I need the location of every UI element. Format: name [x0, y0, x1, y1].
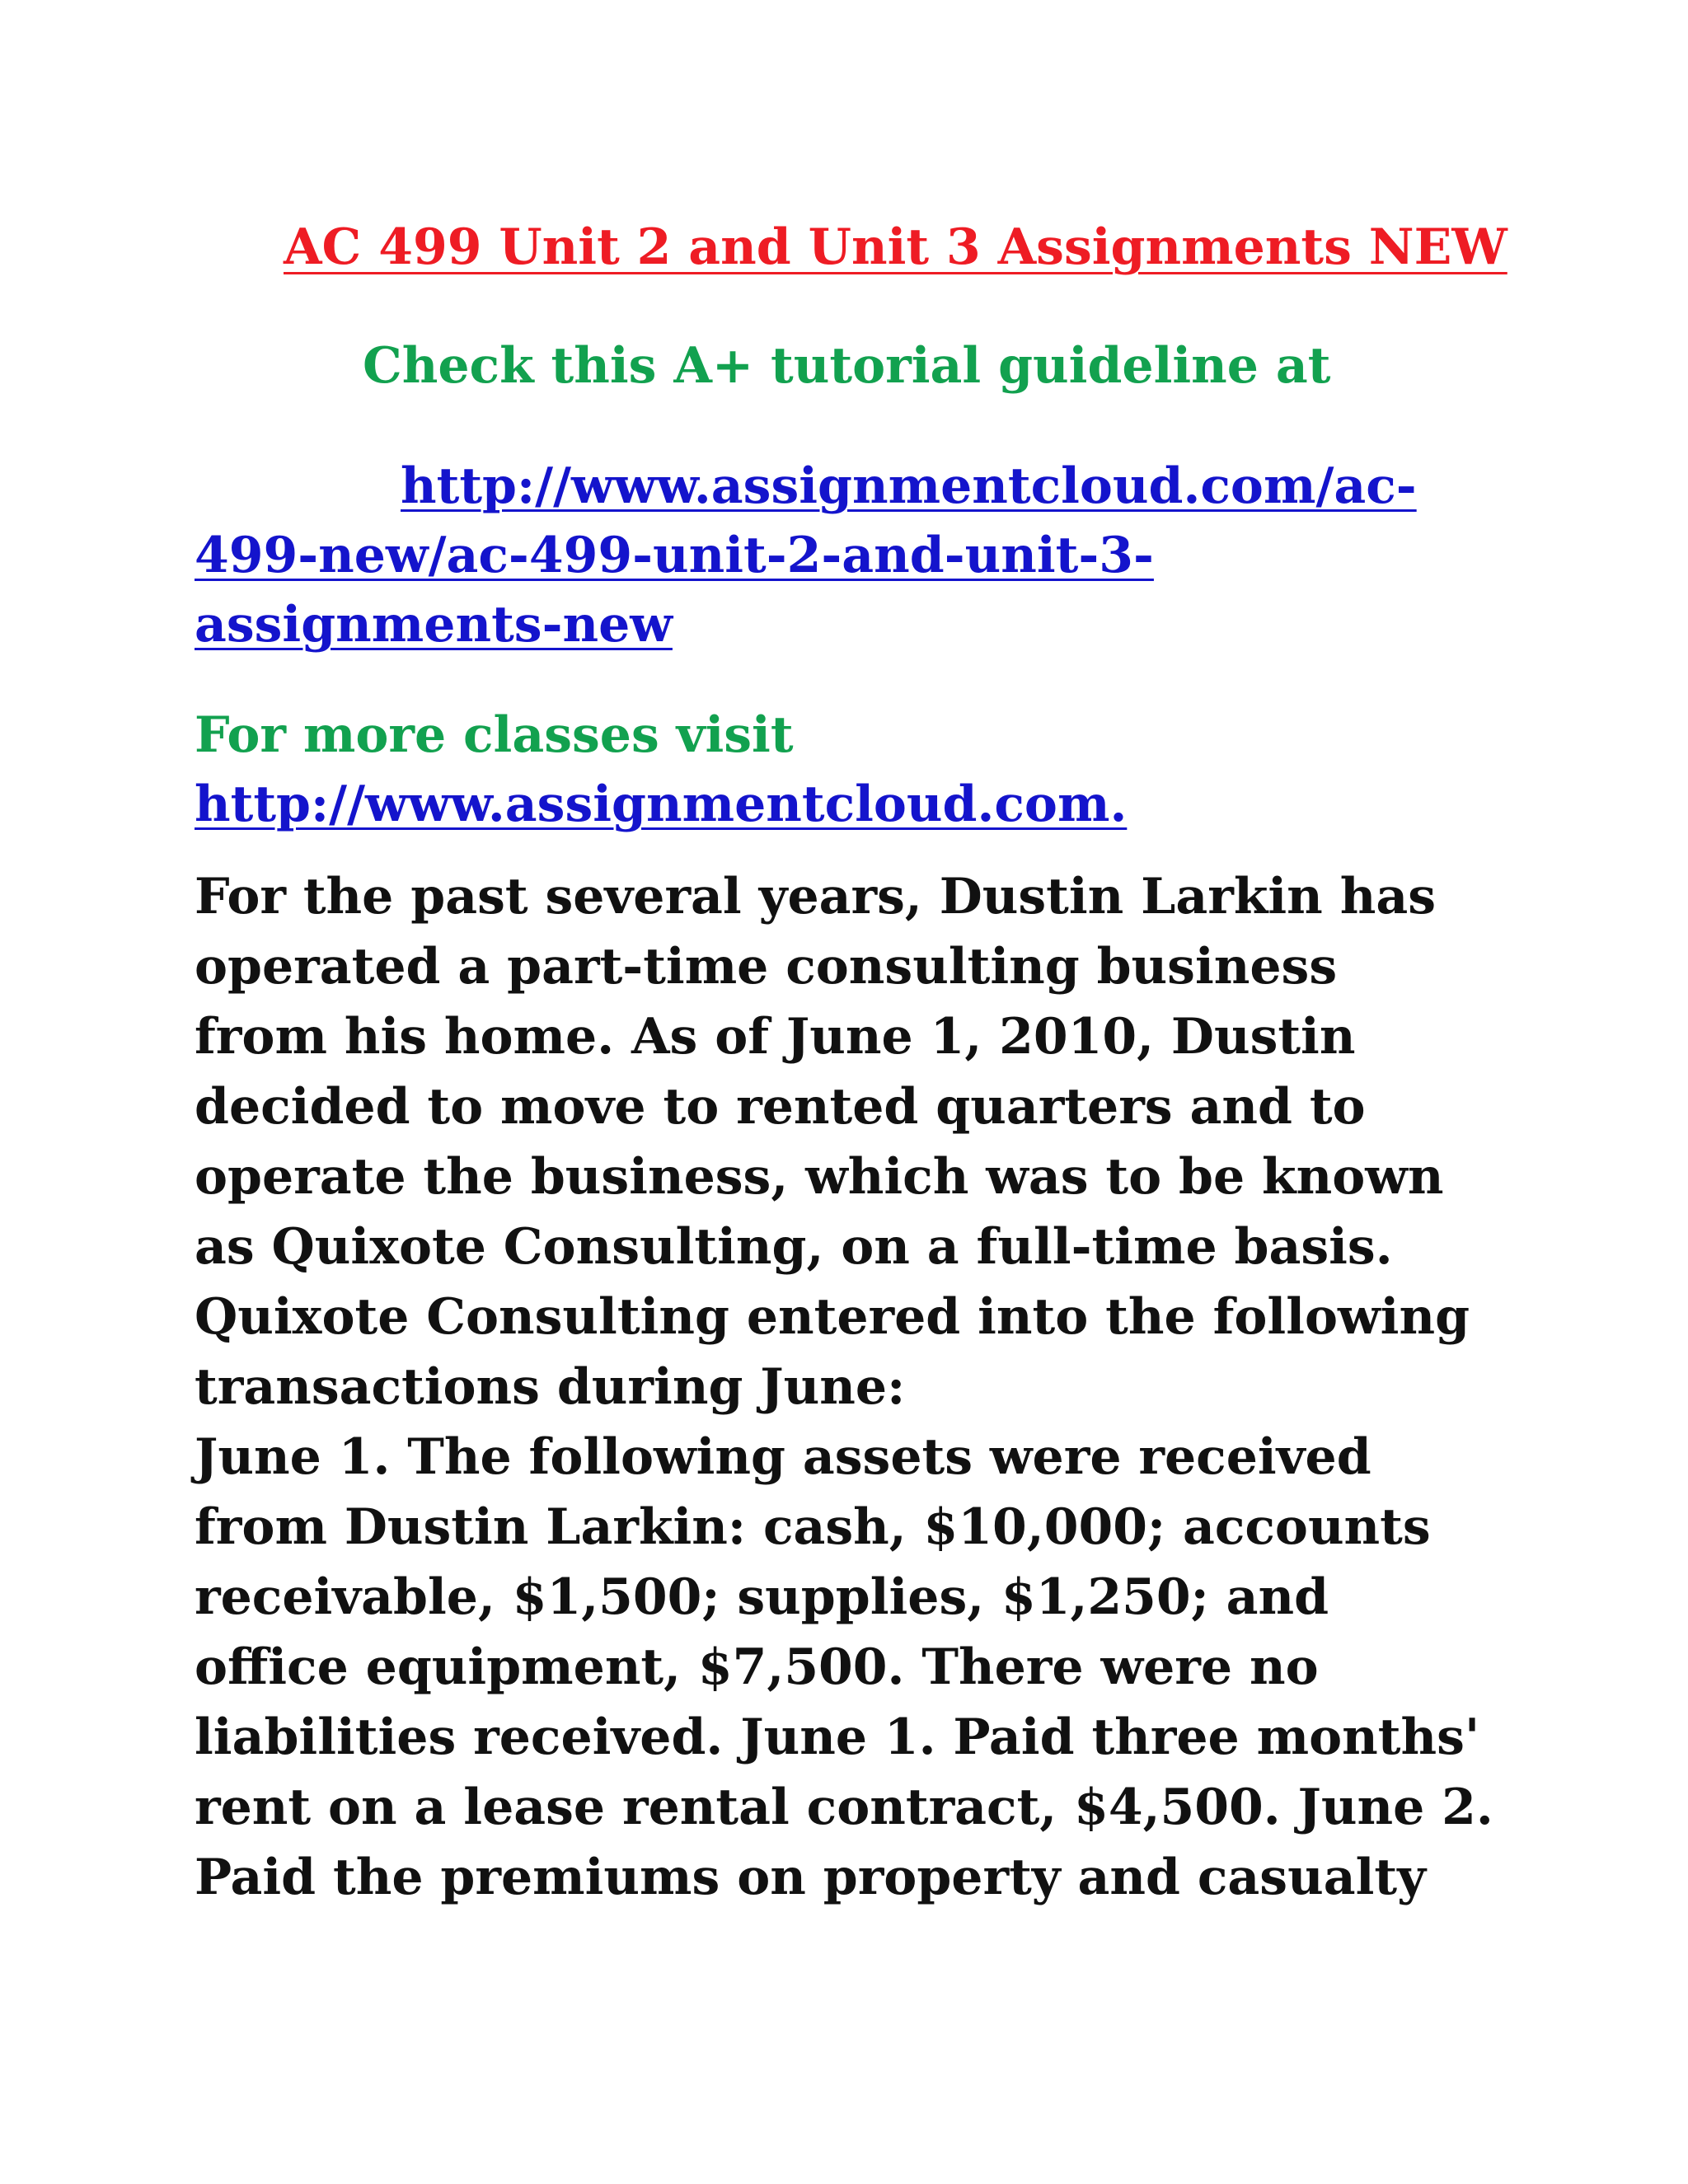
body-line: liabilities received. June 1. Paid three months' [195, 1708, 1480, 1766]
tutorial-link-line-2[interactable]: 499-new/ac-499-unit-2-and-unit-3- [195, 527, 1154, 584]
tutorial-link-block [195, 452, 1497, 659]
site-link[interactable]: http://www.assignmentcloud.com. [195, 776, 1128, 833]
more-classes-text: For more classes visit [195, 706, 794, 764]
body-line: decided to move to rented quarters and to [195, 1078, 1366, 1136]
document-title: AC 499 Unit 2 and Unit 3 Assignments NEW [284, 218, 1507, 276]
tutorial-link-line-1[interactable]: http://www.assignmentcloud.com/ac- [401, 457, 1417, 515]
body-line: operated a part-time consulting business [195, 938, 1338, 996]
body-line: receivable, $1,500; supplies, $1,250; and [195, 1568, 1329, 1626]
body-line: from Dustin Larkin: cash, $10,000; accounts [195, 1498, 1431, 1556]
body-line: Quixote Consulting entered into the following [195, 1288, 1470, 1346]
tutorial-link-line-3[interactable]: assignments-new [195, 596, 673, 654]
body-line: as Quixote Consulting, on a full-time basis. [195, 1218, 1393, 1276]
tutorial-guideline-text: Check this A+ tutorial guideline at [363, 337, 1331, 395]
body-line: Paid the premiums on property and casualty [195, 1849, 1426, 1906]
body-line: transactions during June: [195, 1358, 906, 1416]
body-line: office equipment, $7,500. There were no [195, 1638, 1319, 1696]
body-paragraph [195, 862, 1493, 1913]
body-line: June 1. The following assets were received [195, 1428, 1372, 1486]
body-line: from his home. As of June 1, 2010, Dustin [195, 1008, 1356, 1066]
body-line: For the past several years, Dustin Larkin has [195, 868, 1436, 926]
body-line: operate the business, which was to be known [195, 1148, 1444, 1206]
body-line: rent on a lease rental contract, $4,500. June 2. [195, 1779, 1493, 1836]
